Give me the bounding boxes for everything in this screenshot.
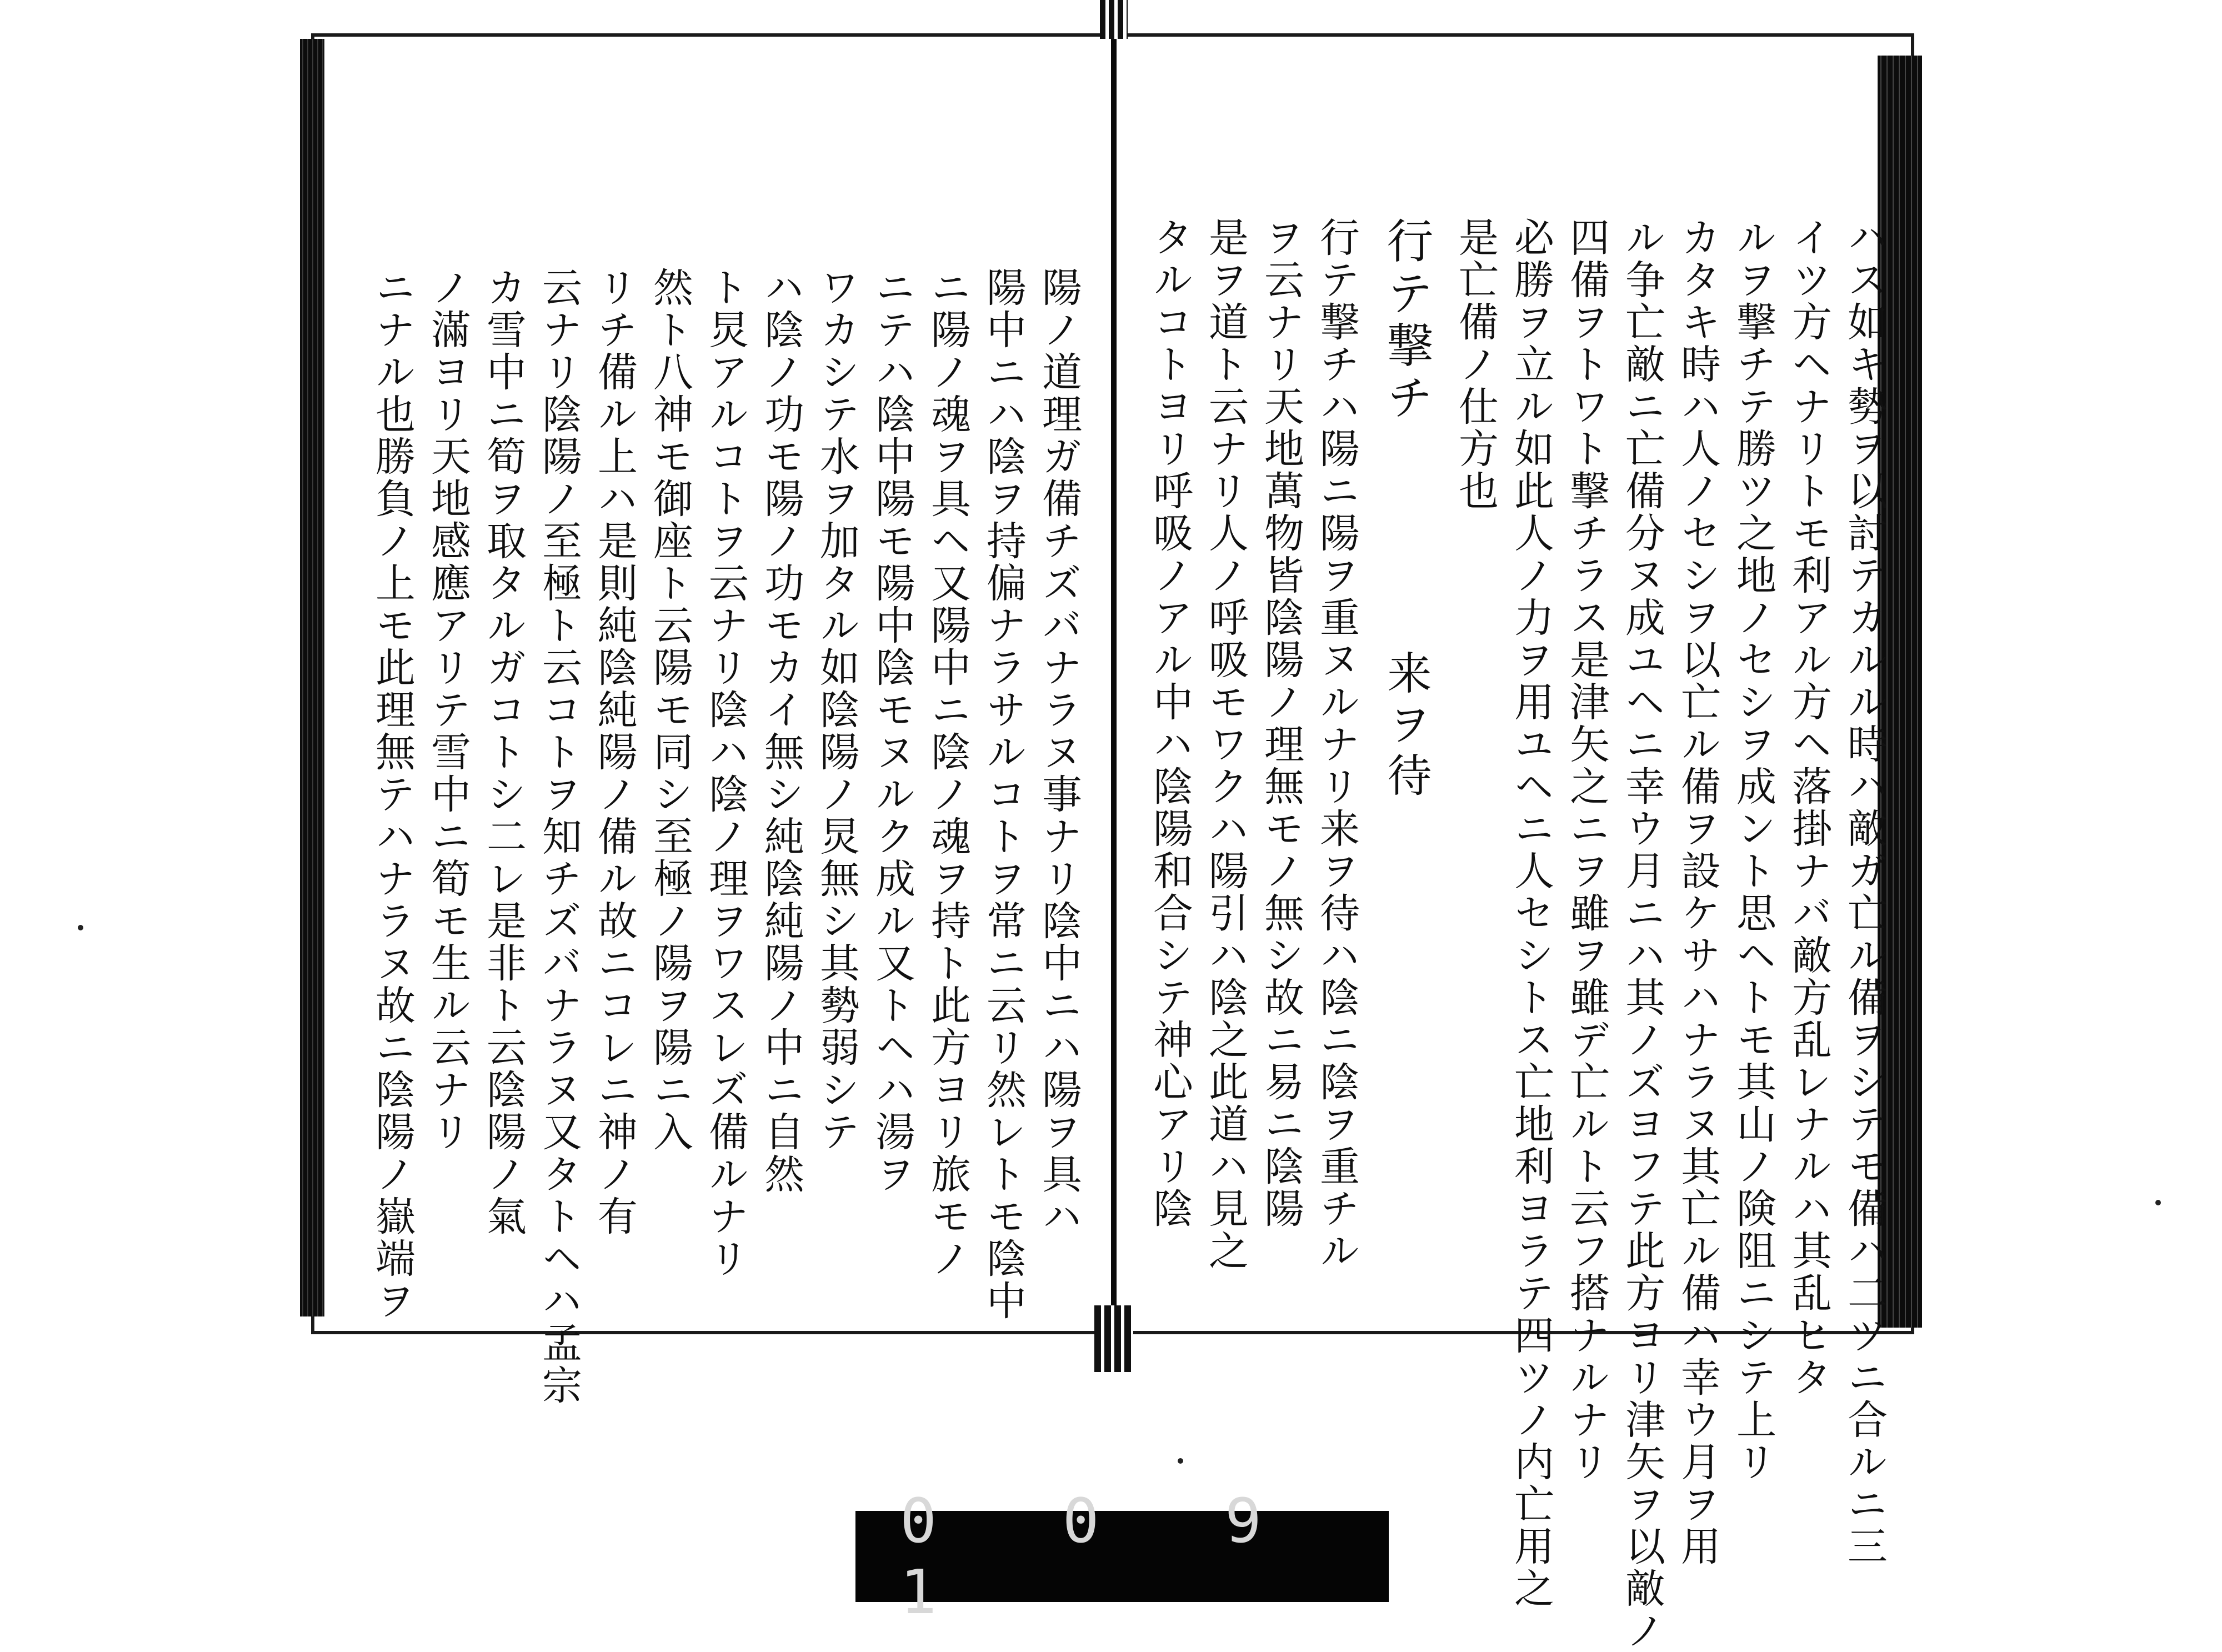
right-text-column-10: ヲ云ナリ天地萬物皆陰陽ノ理無モノ無シ故ニ易ニ陰陽 <box>1258 217 1304 1230</box>
section-subheading: 来ヲ待 <box>1380 650 1432 803</box>
spine-clip-top <box>1100 0 1128 39</box>
right-text-column-4: カタキ時ハ人ノセシヲ以亡ル備ヲ設ケサハナラヌ其亡ル備ハ幸ウ月ヲ用 <box>1674 217 1721 1568</box>
left-text-column-9: リチ備ル上ハ是則純陰純陽ノ備ル故ニコレニ神ノ有 <box>591 267 638 1238</box>
left-text-column-13: ニナル也勝負ノ上モ此理無テハナラヌ故ニ陰陽ノ嶽端ヲ <box>369 267 416 1322</box>
spine-line <box>1111 0 1117 1372</box>
right-text-column-12: タルコトヨリ呼吸ノアル中ハ陰陽和合シテ神心アリ陰 <box>1147 217 1193 1230</box>
right-text-column-3: ルヲ撃チテ勝ツ之地ノセシヲ成ント思ヘトモ其山ノ険阻ニシテ上リ <box>1730 217 1776 1483</box>
left-text-column-3: ニ陽ノ魂ヲ具ヘ又陽中ニ陰ノ魂ヲ持ト此方ヨリ旅モノ <box>924 267 971 1280</box>
left-text-column-12: ノ滿ヨリ天地感應アリテ雪中ニ筍モ生ル云ナリ <box>424 267 471 1153</box>
scan-speck <box>2155 1200 2161 1205</box>
right-text-column-9: 行テ撃チハ陽ニ陽ヲ重ヌルナリ来ヲ待ハ陰ニ陰ヲ重チル <box>1313 217 1360 1272</box>
right-text-column-6: 四備ヲトワト撃チラス是津矢之ニヲ雖ヲ雖デ亡ルト云フ搭ナルナリ <box>1563 217 1610 1483</box>
book-spine <box>1105 0 1122 1372</box>
left-text-column-4: ニテハ陰中陽モ陽中陰モヌルク成ル又トヘハ湯ヲ <box>869 267 915 1195</box>
left-text-column-11: カ雪中ニ筍ヲ取タルガコトシ二レ是非ト云陰陽ノ氣 <box>480 267 527 1238</box>
right-text-column-11: 是ヲ道ト云ナリ人ノ呼吸モワクハ陽引ハ陰之此道ハ見之 <box>1202 217 1249 1272</box>
scan-speck <box>1178 1458 1183 1464</box>
right-text-column-8: 是亡備ノ仕方也 <box>1452 217 1499 512</box>
frame-number: 0 0 9 1 <box>900 1485 1307 1628</box>
section-heading: 行テ撃チ <box>1379 217 1434 425</box>
scan-speck <box>78 925 83 930</box>
left-page-edge <box>300 39 324 1316</box>
left-text-column-7: ト炅アルコトヲ云ナリ陰ハ陰ノ理ヲワスレズ備ルナリ <box>702 267 749 1280</box>
right-text-column-1: ハス如キ勢ヲ以討テカルル時ハ敵ガ亡ル備ヲシテモ備ハ二ツニ合ルニ三 <box>1841 217 1888 1568</box>
right-text-column-7: 必勝ヲ立ル如此人ノ力ヲ用ユヘニ人セシトス亡地利ヨラテ四ツノ内亡用之 <box>1508 217 1554 1610</box>
left-text-column-5: ワカシテ水ヲ加タル如陰陽ノ炅無シ其勢弱シテ <box>813 267 860 1153</box>
left-text-column-1: 陽ノ道理ガ備チズバナラヌ事ナリ陰中ニハ陽ヲ具ハ <box>1035 267 1082 1238</box>
left-text-column-10: 云ナリ陰陽ノ至極ト云コトヲ知チズバナラヌ又タトヘハ孟宗 <box>536 267 582 1406</box>
right-text-column-2: イツ方ヘナリトモ利アル方ヘ落掛ナバ敵方乱レナルハ其乱ヒタ <box>1785 217 1832 1399</box>
left-text-column-6: ハ陰ノ功モ陽ノ功モカイ無シ純陰純陽ノ中ニ自然 <box>758 267 804 1195</box>
right-text-column-5: ル争亡敵ニ亡備分ヌ成ユヘニ幸ウ月ニハ其ノズヨフテ此方ヨリ津矢ヲ以敵ノ <box>1619 217 1665 1652</box>
spine-clip-bottom <box>1094 1305 1133 1372</box>
left-text-column-8: 然ト八神モ御座ト云陽モ同シ至極ノ陽ヲ陽ニ入 <box>647 267 693 1153</box>
left-text-column-2: 陽中ニハ陰ヲ持偏ナラサルコトヲ常ニ云リ然レトモ陰中 <box>980 267 1027 1322</box>
microfilm-frame-label <box>855 1485 1389 1628</box>
